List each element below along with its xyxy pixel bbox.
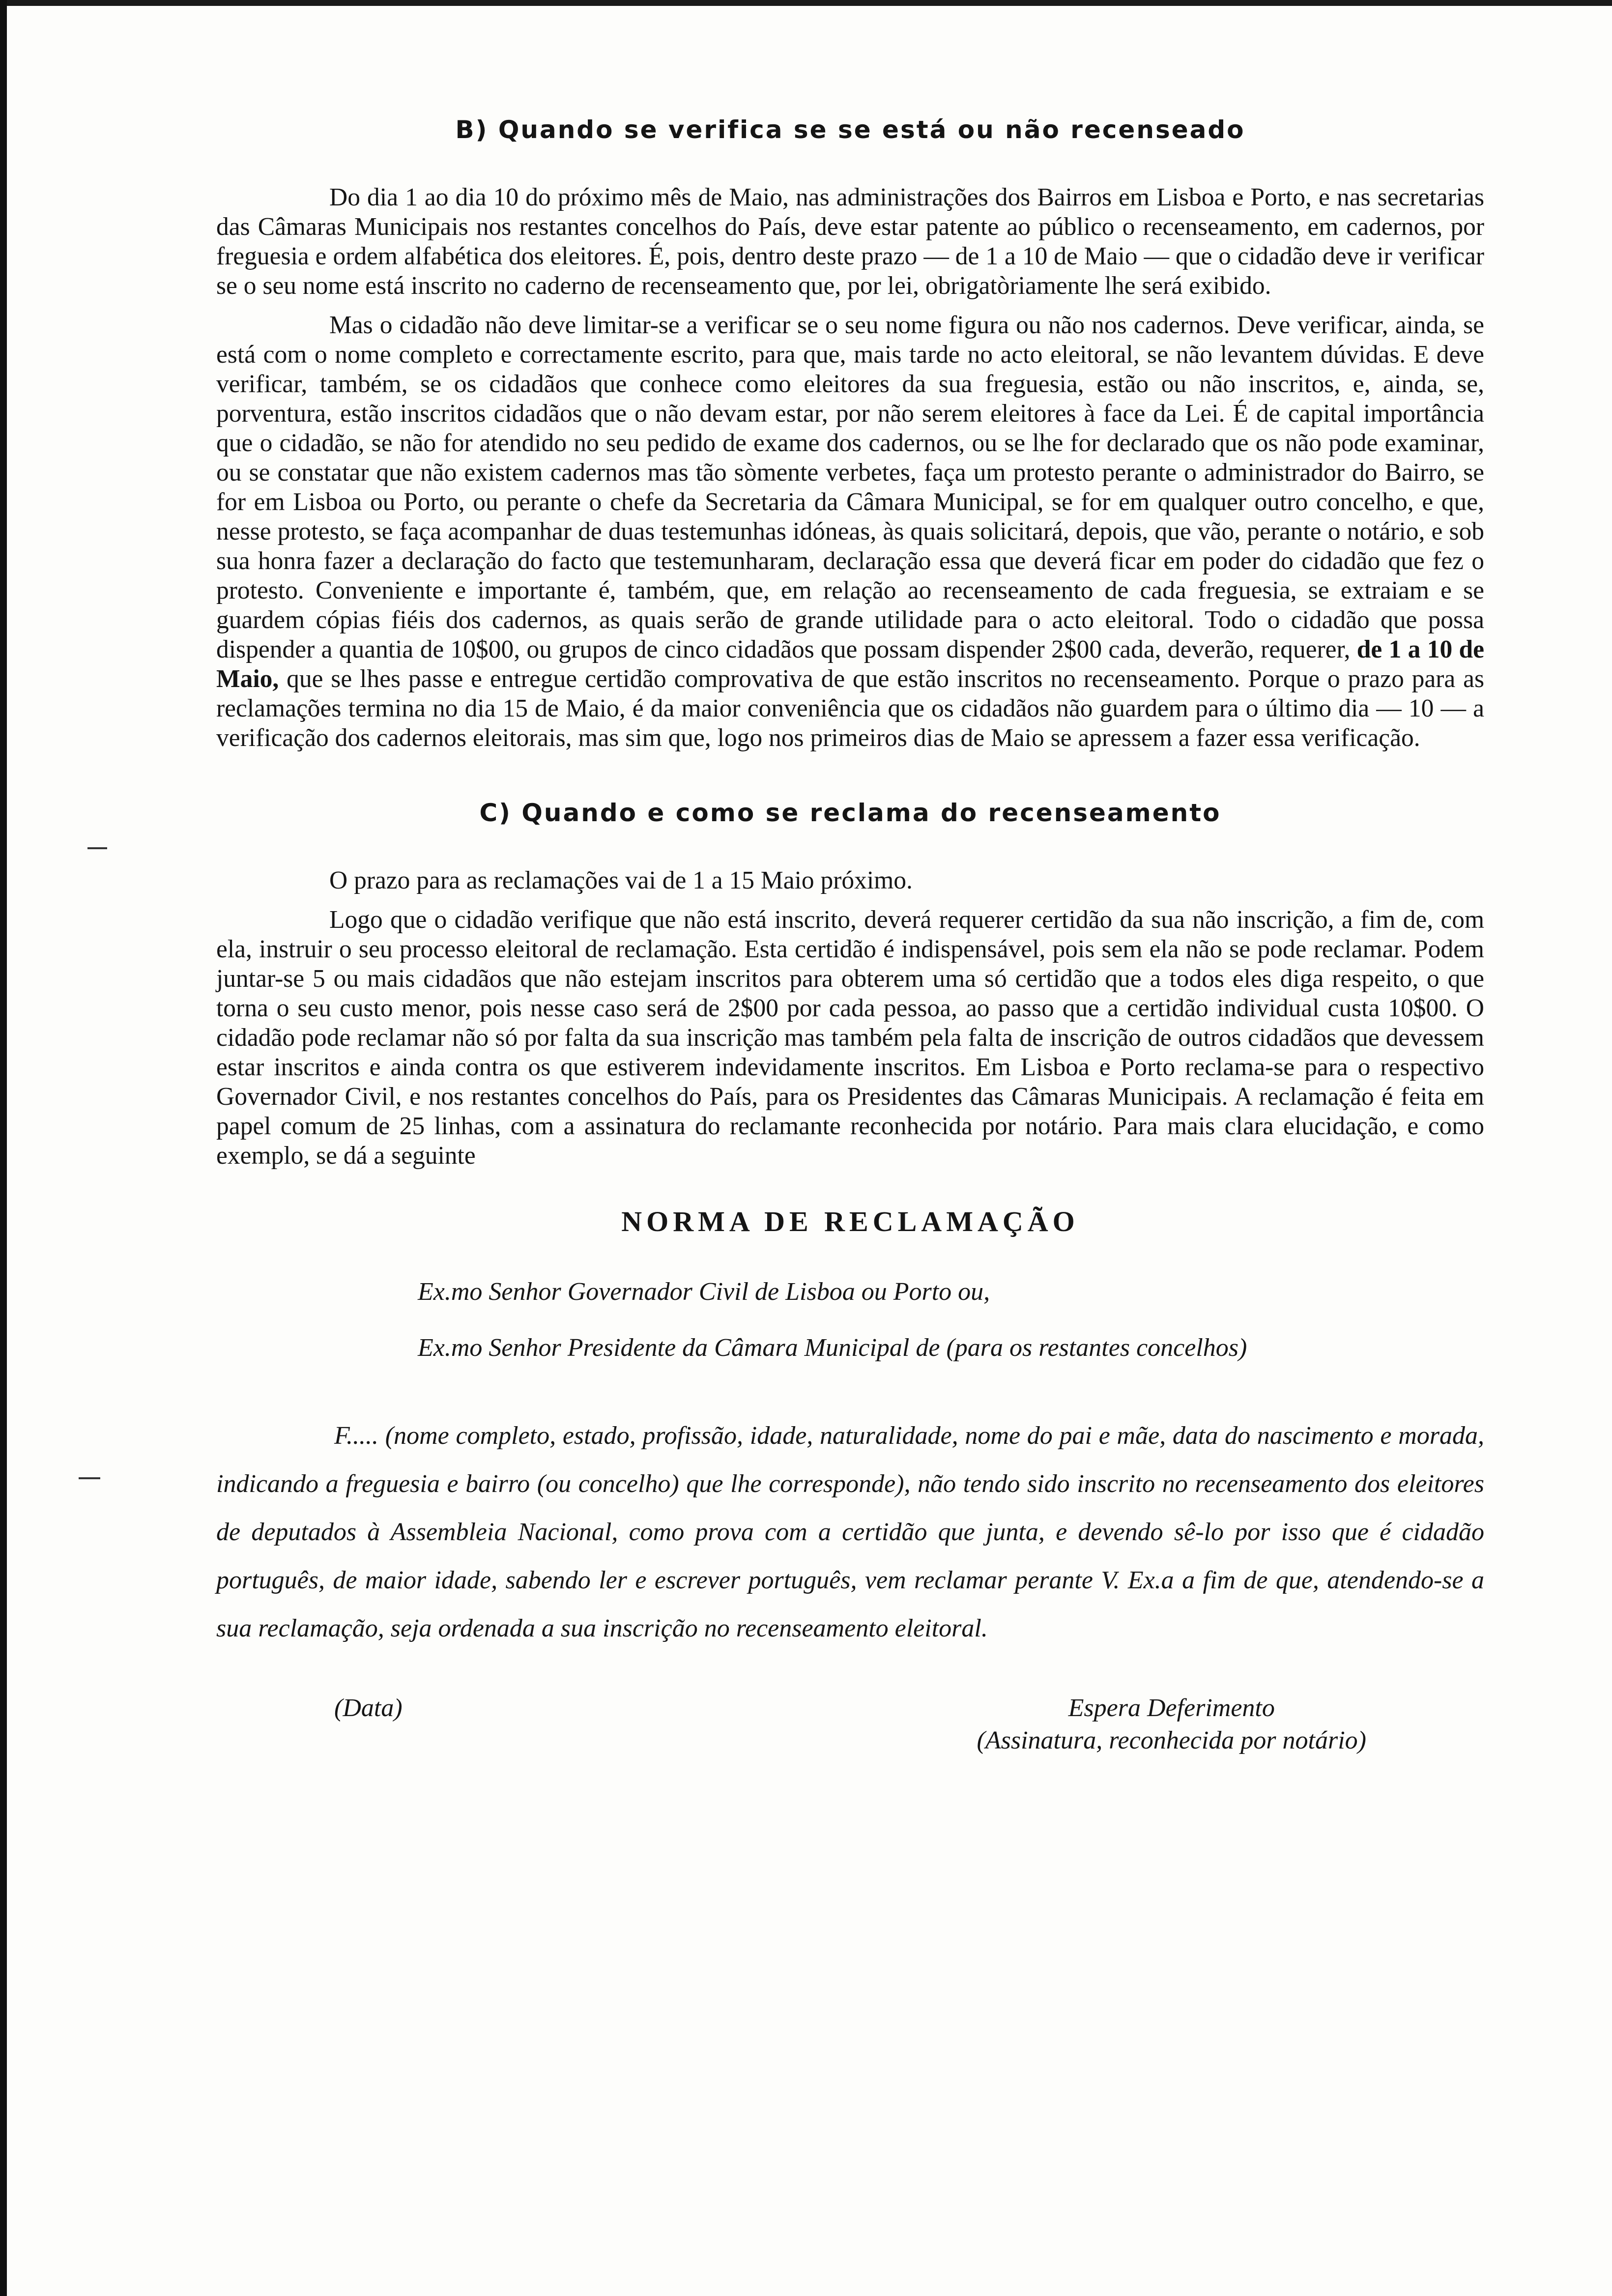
section-c-heading: C) Quando e como se reclama do recenseamento: [479, 799, 1221, 827]
section-b-heading: B) Quando se verifica se se está ou não recenseado: [455, 115, 1245, 144]
paragraph-text: que se lhes passe e entregue certidão comprovativa de que estão inscritos no recenseamento. Porque o prazo para as reclamações termina no dia 15 de Maio, é da maior conveniência que os cidadãos não guardem para o último dia — 10 — a verificação dos cadernos eleitorais, mas sim que, logo nos primeiros dias de Maio se apressem a fazer essa verificação.: [216, 665, 1485, 752]
section-b-paragraph-1: Do dia 1 ao dia 10 do próximo mês de Maio, nas administrações dos Bairros em Lisboa e Porto, e nas secretarias das Câmaras Municipais nos restantes concelhos do País, deve estar patente ao público o recenseamento, em cadernos, por freguesia e ordem alfabética dos eleitores. É, pois, dentro deste prazo — de 1 a 10 de Maio — que o cidadão deve ir verificar se o seu nome está inscrito no caderno de recenseamento que, por lei, obrigatòriamente lhe será exibido.: [216, 183, 1484, 300]
section-c-paragraph-2: Logo que o cidadão verifique que não está inscrito, deverá requerer certidão da sua não inscrição, a fim de, com ela, instruir o seu processo eleitoral de reclamação. Esta certidão é indispensável, pois sem ela não se pode reclamar. Podem juntar-se 5 ou mais cidadãos que não estejam inscritos para obterem uma só certidão que a todos eles diga respeito, o que torna o seu custo menor, pois nesse caso será de 2$00 por cada pessoa, ao passo que a certidão individual custa 10$00. O cidadão pode reclamar não só por falta da sua inscrição mas também pela falta de inscrição de outros cidadãos que devessem estar inscritos e ainda contra os que estiverem indevidamente inscritos. Em Lisboa e Porto reclama-se para o respectivo Governador Civil, e nos restantes concelhos do País, para os Presidentes das Câmaras Municipais. A reclamação é feita em papel comum de 25 linhas, com a assinatura do reclamante reconhecida por notário. Para mais clara elucidação, e como exemplo, se dá a seguinte: [216, 906, 1484, 1170]
signature-block: [216, 1692, 1484, 1761]
page-left-border: [0, 0, 7, 2296]
margin-mark: [79, 1477, 100, 1479]
page-top-border: [0, 0, 1612, 6]
paragraph-text: Mas o cidadão não deve limitar-se a verificar se o seu nome figura ou não nos cadernos. Deve verificar, ainda, se está com o nome completo e correctamente escrito, para que, mais tarde no acto eleitoral, se não levantem dúvidas. E deve verificar, também, se os cidadãos que conhece como eleitores da sua freguesia, estão ou não inscritos, e, ainda, se, porventura, estão inscritos cidadãos que o não devam estar, por não serem eleitores à face da Lei. É de capital importância que o cidadão, se não for atendido no seu pedido de exame dos cadernos, ou se lhe for declarado que os não pode examinar, ou se constatar que não existem cadernos mas tão sòmente verbetes, faça um protesto perante o administrador do Bairro, se for em Lisboa ou Porto, ou perante o chefe da Secretaria da Câmara Municipal, se for em qualquer outro concelho, e que, nesse protesto, se faça acompanhar de duas testemunhas idóneas, às quais solicitará, depois, que vão, perante o notário, e sob sua honra fazer a declaração do facto que testemunharam, declaração essa que deverá ficar em poder do cidadão que fez o protesto. Conveniente e importante é, também, que, em relação ao recenseamento de cada freguesia, se extraiam e se guardem cópias fiéis dos cadernos, as quais serão de grande utilidade para o acto eleitoral. Todo o cidadão que possa dispender a quantia de 10$00, ou grupos de cinco cidadãos que possam dispender 2$00 cada, deverão, requerer,: [216, 311, 1484, 663]
section-b-paragraph-2: [216, 311, 1484, 753]
address-line-1: Ex.mo Senhor Governador Civil de Lisboa ou Porto ou,: [418, 1278, 990, 1306]
norma-title: NORMA DE RECLAMAÇÃO: [621, 1205, 1079, 1237]
margin-mark: [87, 847, 107, 849]
signature-area: [977, 1692, 1366, 1757]
date-placeholder: (Data): [334, 1694, 403, 1722]
signature-placeholder: (Assinatura, reconhecida por notário): [977, 1726, 1366, 1754]
claim-body: F..... (nome completo, estado, profissão, idade, naturalidade, nome do pai e mãe, data do nascimento e morada, indicando a freguesia e bairro (ou concelho) que lhe corresponde), não tendo sido inscrito no recenseamento dos eleitores de deputados à Assembleia Nacional, como prova com a certidão que junta, e devendo sê-lo por isso que é cidadão português, de maior idade, sabendo ler e escrever português, vem reclamar perante V. Ex.a a fim de que, atendendo-se a sua reclamação, seja ordenada a sua inscrição no recenseamento eleitoral.: [216, 1422, 1484, 1642]
closing-formula: Espera Deferimento: [1068, 1694, 1275, 1722]
document-content: [216, 98, 1484, 1761]
date-range-emphasis: de 1 a 10 de Maio,: [216, 635, 1485, 693]
address-line-2: Ex.mo Senhor Presidente da Câmara Municipal de (para os restantes concelhos): [418, 1334, 1247, 1362]
section-c-paragraph-1: O prazo para as reclamações vai de 1 a 15 Maio próximo.: [329, 866, 913, 894]
